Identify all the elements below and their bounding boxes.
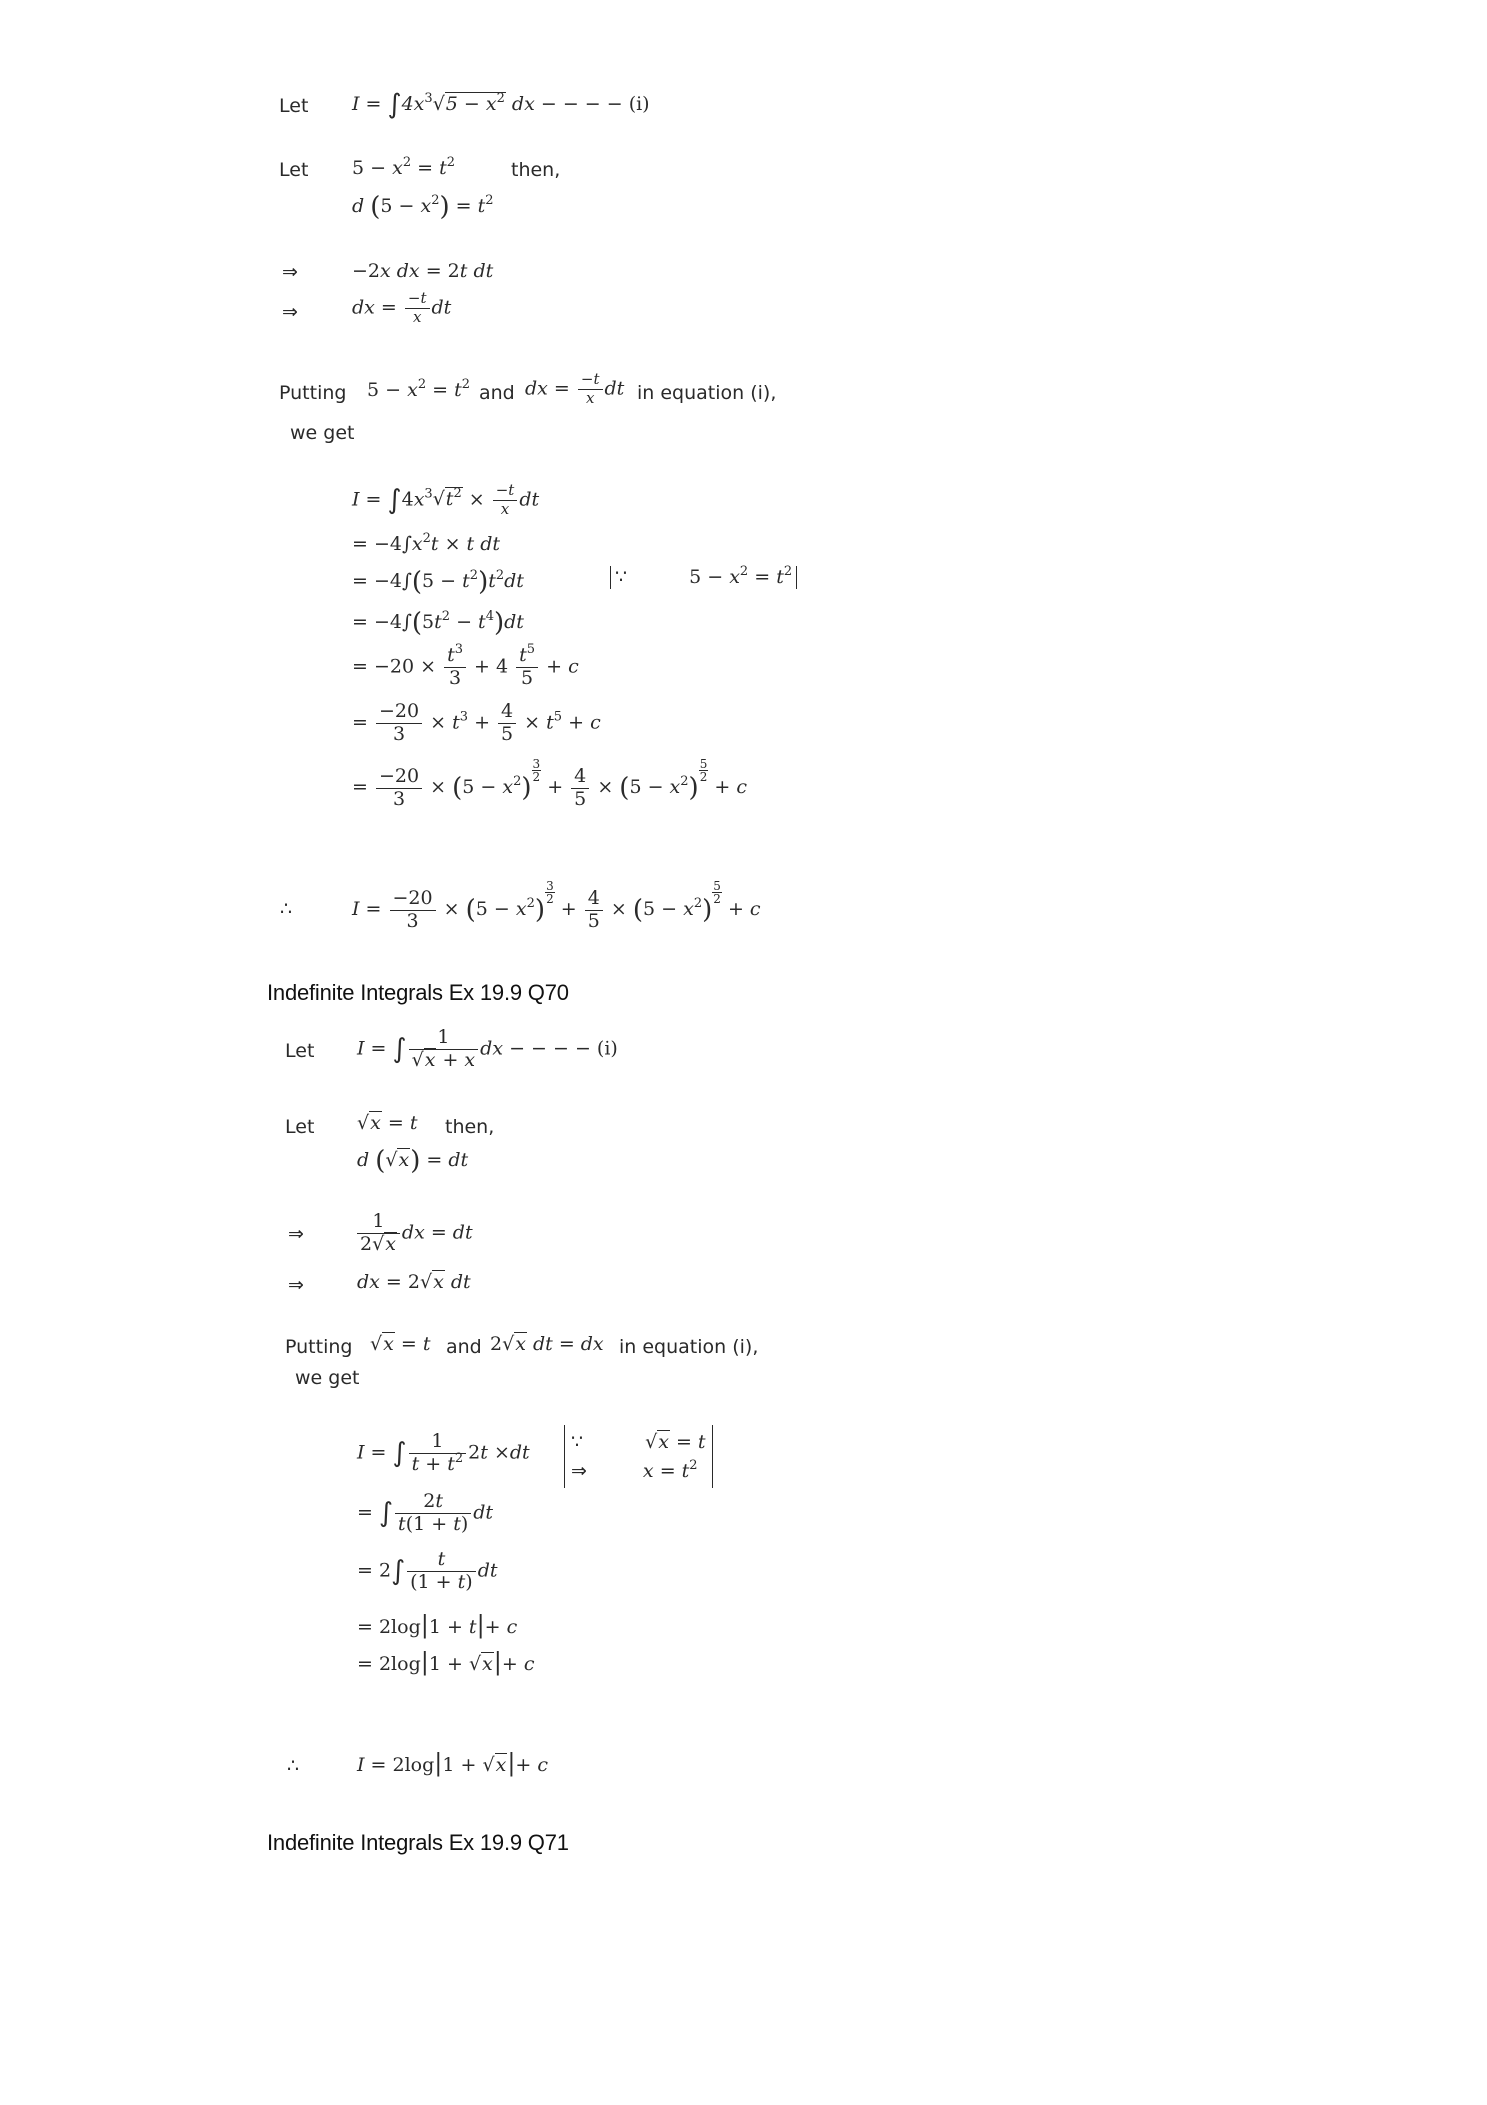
putting-eq-2: 2√x dt = dx <box>490 1333 604 1355</box>
substitution-eq: $5 - x^2 = t^2$ <box>352 155 456 179</box>
work-line-1: I = ∫ $\frac{1}{t + t^2}$ 2t ×dt <box>357 1430 530 1475</box>
work-line-4: = 2log|1 + t|+ c <box>357 1611 518 1639</box>
work-line-3: = $-4\int(5 - t^2)t^2dt$ <box>352 567 524 597</box>
work-line-5: = 2log|1 + √x|+ c <box>357 1648 535 1676</box>
implies-symbol: ⇒ <box>288 1274 304 1296</box>
final-answer: I = $\frac{-20}{3}$ × $(5 - x^2)$ $\frac{3}{2}$ + $\frac{4}{5}$ × $(5 - x^2)$ $\frac{5}{2}$ + c <box>352 879 761 932</box>
differential-eq: d (√x) = dt <box>357 1146 469 1176</box>
let-label: Let <box>285 1116 315 1138</box>
putting-label: Putting <box>279 382 347 404</box>
final-answer: I = 2log|1 + √x|+ c <box>357 1749 549 1777</box>
we-get-label: we get <box>295 1367 360 1389</box>
equation-ref: in equation (i), <box>637 382 777 404</box>
work-line-2: = $-4\int x^2t \times t$ dt <box>352 531 500 555</box>
step-1: $\frac{1}{2√x}$ dx = dt <box>355 1212 473 1255</box>
because-reason: ∵ √x = t ⇒ $x = t^2$ <box>564 1425 713 1488</box>
section-heading-q71: Indefinite Integrals Ex 19.9 Q71 <box>267 1830 569 1855</box>
work-line-5: = −20 × $\frac{t^3}{3}$ + 4 $\frac{t^5}{5}$ + c <box>352 642 579 689</box>
step-1: −2x dx = 2t dt <box>352 260 494 282</box>
let-label: Let <box>279 95 309 117</box>
work-line-3: = 2∫ $\frac{t}{(1 + t)}$ dt <box>357 1548 498 1593</box>
work-line-7: = $\frac{-20}{3}$ × $(5 - x^2)$ $\frac{3}{2}$ + $\frac{4}{5}$ × $(5 - x^2)$ $\frac{5}{2}$ + c <box>352 757 747 810</box>
let-label: Let <box>279 159 309 181</box>
then-label: then, <box>445 1116 495 1138</box>
work-line-1: $I = \int 4x^3√t^2$ × $\frac{-t}{x}$ dt <box>352 481 540 518</box>
substitution-eq: √x = t <box>357 1112 418 1134</box>
putting-eq-2: dx = $\frac{-t}{x}$ dt <box>525 370 625 407</box>
work-line-6: = $\frac{-20}{3}$ × $t^3$ + $\frac{4}{5}$ × $t^5 + c$ <box>352 700 601 745</box>
work-line-2: = ∫ $\frac{2t}{t(1 + t)}$ dt <box>357 1490 494 1535</box>
therefore-symbol: ∴ <box>280 898 293 920</box>
integral-definition: I = ∫ $\frac{1}{√x + x}$ dx − − − − (i) <box>357 1026 618 1071</box>
integral-definition: $I = \int 4x^3√5 - x^2$ dx − − − − (i) <box>352 89 650 120</box>
equation-ref: in equation (i), <box>619 1336 759 1358</box>
work-line-4: = $-4\int(5t^2 - t^4)dt$ <box>352 608 524 638</box>
step-2: dx = 2√x dt <box>357 1271 471 1293</box>
implies-symbol: ⇒ <box>282 261 298 283</box>
putting-label: Putting <box>285 1336 353 1358</box>
step-2: dx = $\frac{-t}{x}$ dt <box>352 289 452 326</box>
we-get-label: we get <box>290 422 355 444</box>
putting-eq-1: $5 - x^2 = t^2$ <box>367 377 471 401</box>
section-heading-q70: Indefinite Integrals Ex 19.9 Q70 <box>267 980 569 1005</box>
because-reason: ∵ $5 - x^2 = t^2$ <box>610 566 797 589</box>
implies-symbol: ⇒ <box>282 301 298 323</box>
implies-symbol: ⇒ <box>288 1223 304 1245</box>
let-label: Let <box>285 1040 315 1062</box>
therefore-symbol: ∴ <box>287 1755 300 1777</box>
putting-eq-1: √x = t <box>370 1333 431 1355</box>
then-label: then, <box>511 159 561 181</box>
and-label: and <box>446 1336 482 1358</box>
and-label: and <box>479 382 515 404</box>
differential-eq: d $(5 - x^2) = t^2$ <box>352 192 494 222</box>
